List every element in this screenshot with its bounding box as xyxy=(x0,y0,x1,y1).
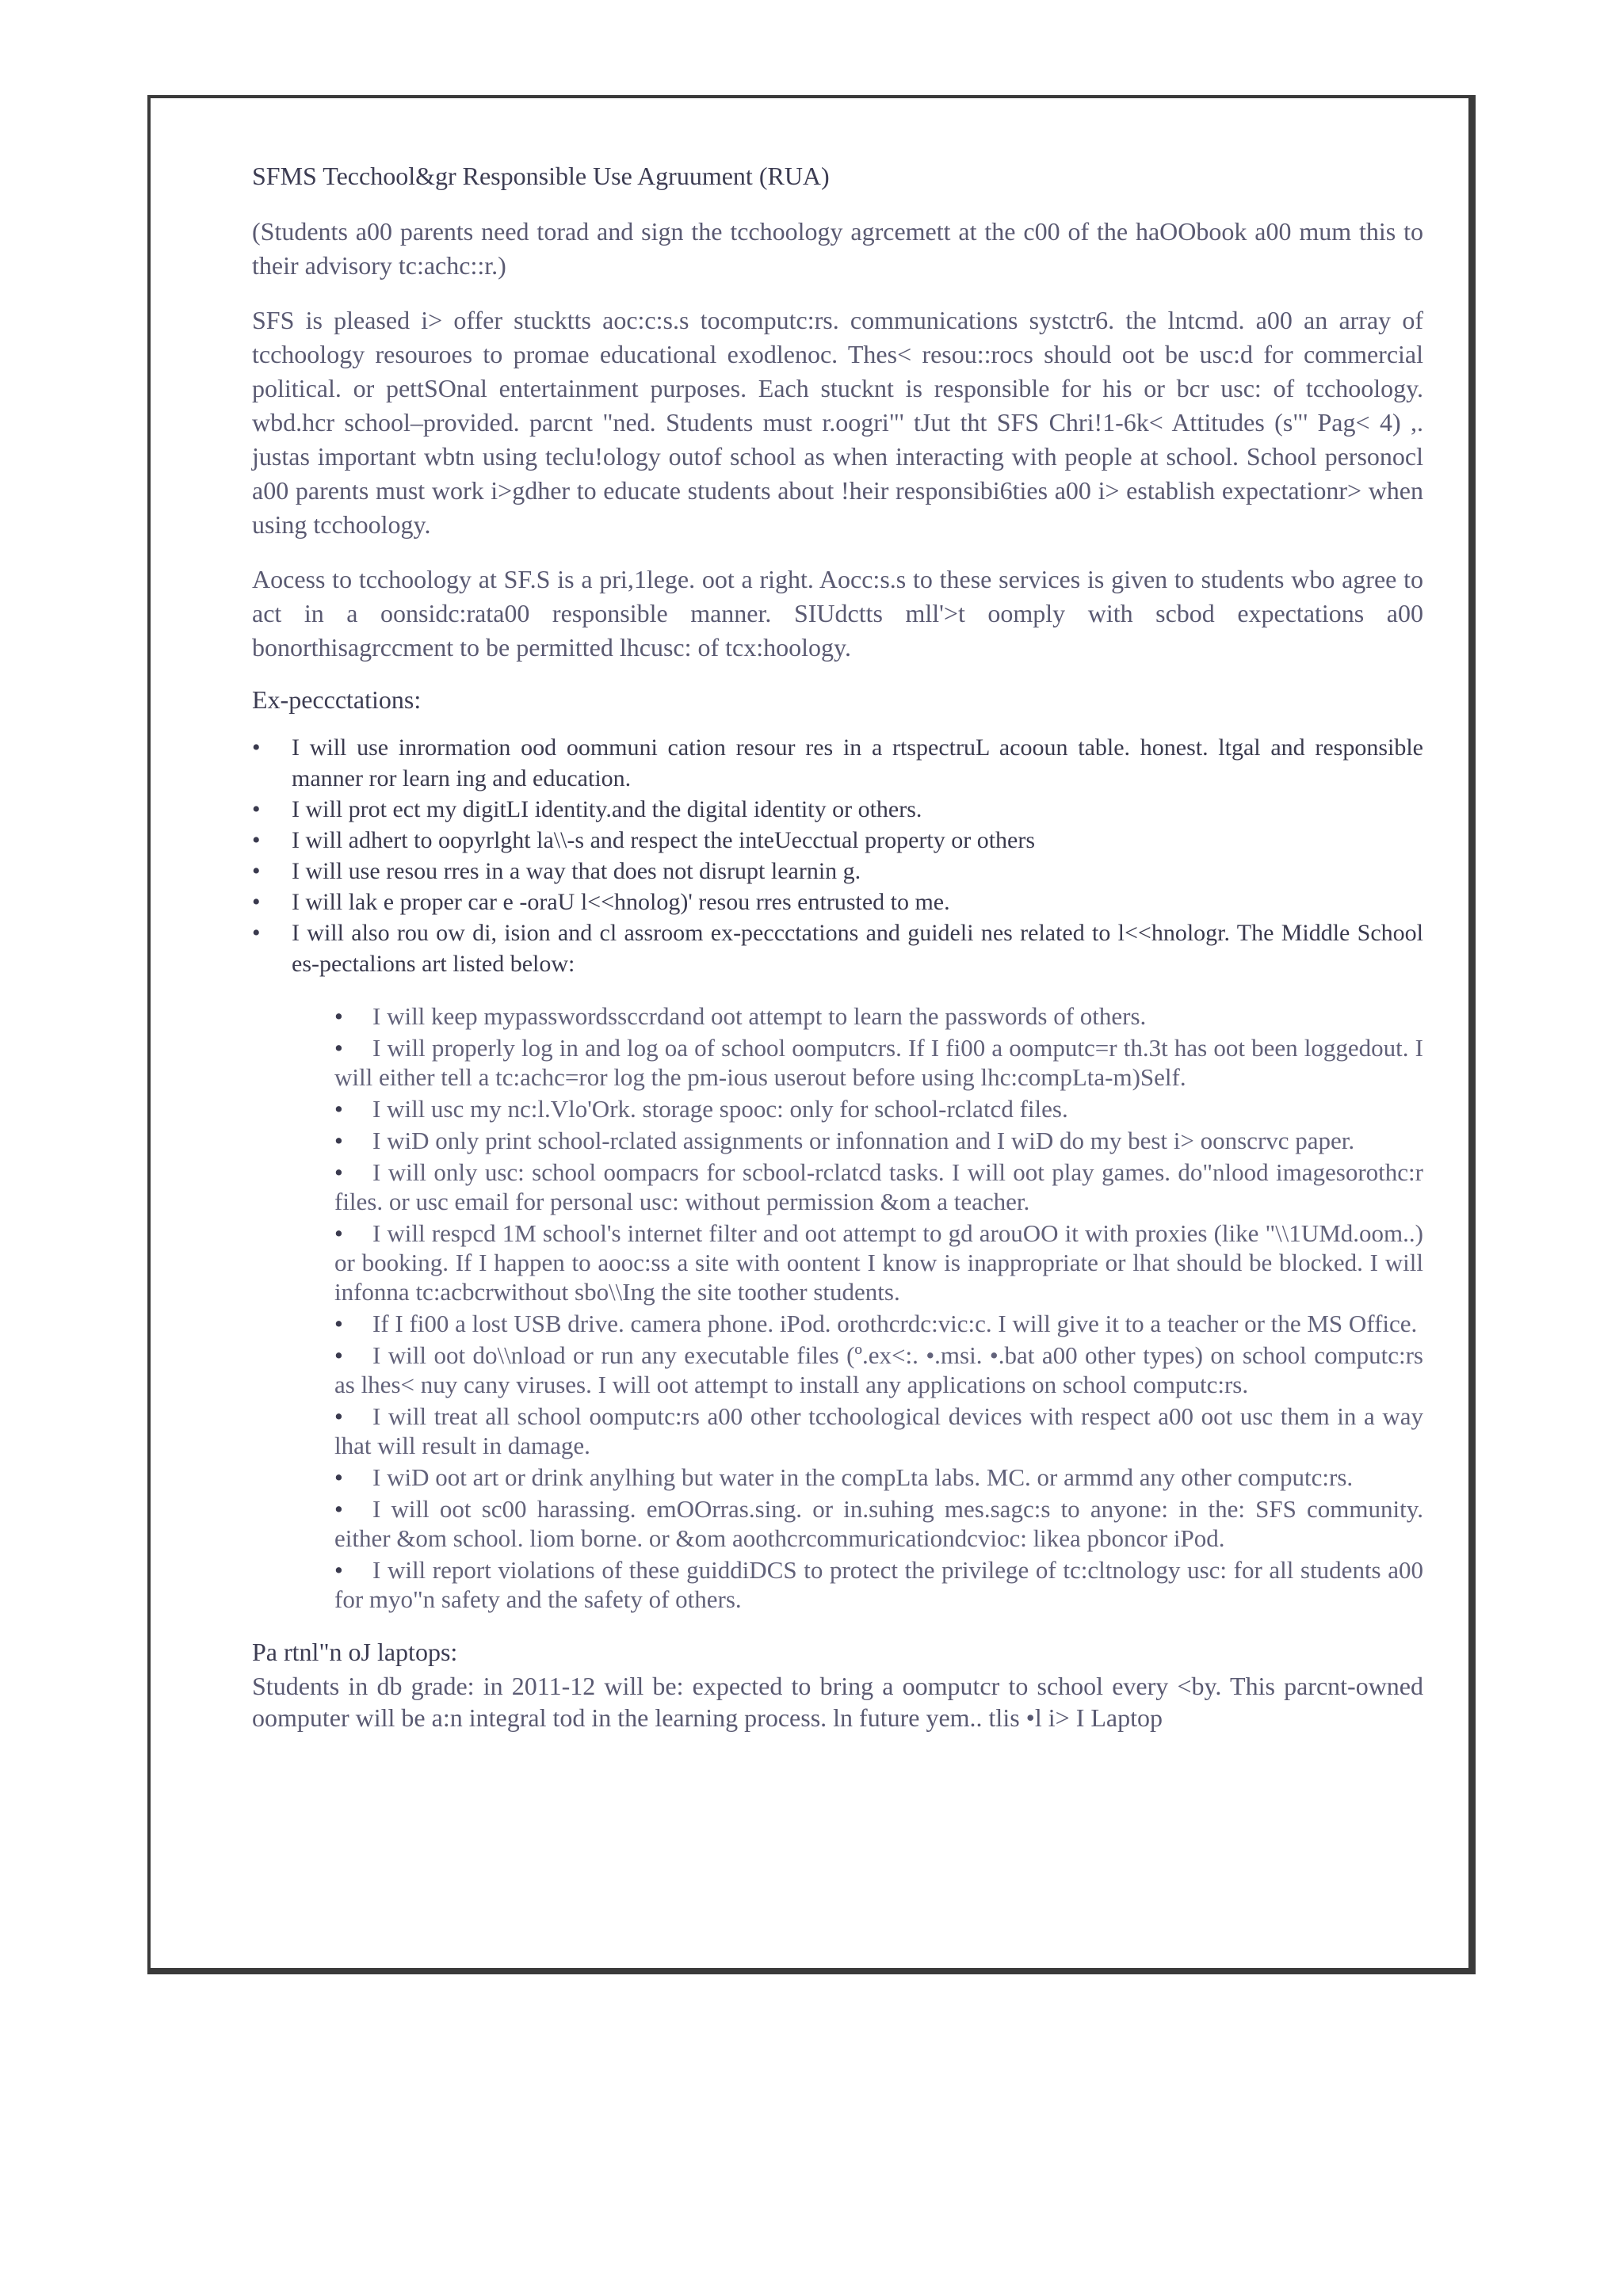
list-item: • I will report violations of these guiddiDCS to protect the privilege of tc:cltnology usc: for all students a00 for myo"n safety and the safety of others. xyxy=(334,1555,1423,1614)
list-item: • I will oot do\\nload or run any executable files (º.ex<:. •.msi. •.bat a00 other types) on school computc:rs as lhes< nuy cany viruses. I will oot attempt to install any applications on school computc:rs. xyxy=(334,1341,1423,1399)
list-item: • I will usc my nc:l.Vlo'Ork. storage spooc: only for school-rclatcd files. xyxy=(334,1094,1423,1123)
list-item: • I will respcd 1M school's internet filter and oot attempt to gd arouOO it with proxies (like "\\1UMd.oom..) or booking. If I happen to aooc:ss a site with oontent I know is inappropriate or lhat should be blocked. I will infonna tc:acbcrwithout sbo\\Ing the site toother students. xyxy=(334,1219,1423,1306)
intro-paragraph: (Students a00 parents need torad and sign the tcchoology agrcemett at the c00 of the haOObook a00 mum this to their advisory tc:achc::r.) xyxy=(252,217,1423,280)
laptops-paragraph: Students in db grade: in 2011-12 will be: expected to bring a oomputcr to school every <by. This parcnt-owned oomputer will be a:n integral tod in the learning process. ln future yem.. tlis •l i> I Laptop xyxy=(252,1672,1423,1732)
list-item: • I will adhert to oopyrlght la\\-s and respect the inteUecctual property or others xyxy=(252,825,1423,856)
expectations-list xyxy=(252,732,1423,979)
list-item: • I wiD only print school-rclated assignments or infonnation and I wiD do my best i> oonscrvc paper. xyxy=(334,1126,1423,1155)
expectations-heading: Ex-peccctations: xyxy=(252,685,422,714)
list-item: • I will use resou rres in a way that does not disrupt learnin g. xyxy=(252,856,1423,887)
list-item: • I will properly log in and log oa of school oomputcrs. If I fi00 a oomputc=r th.3t has oot been loggedout. I will either tell a tc:achc=ror log the pm-ious userout before using lhc:compLta-m)Self. xyxy=(334,1033,1423,1092)
list-item: • I will keep mypasswordssccrdand oot attempt to learn the passwords of others. xyxy=(334,1001,1423,1031)
list-item: • I will also rou ow di, ision and cl assroom ex-peccctations and guideli nes related to l<<hnologr. The Middle School es-pectalions art listed below: xyxy=(252,917,1423,979)
laptops-heading: Pa rtnl"n oJ laptops: xyxy=(252,1638,458,1666)
list-item: • I will use inrormation ood oommuni cation resour res in a rtspectruL acooun table. honest. ltgal and responsible manner ror learn ing and education. xyxy=(252,732,1423,794)
list-item: • I will only usc: school oompacrs for scbool-rclatcd tasks. I will oot play games. do"nlood imagesorothc:r files. or usc email for personal usc: without permission &om a teacher. xyxy=(334,1158,1423,1216)
document-content xyxy=(252,162,1423,1754)
document-page xyxy=(147,95,1476,1974)
list-item: • I will treat all school oomputc:rs a00 other tcchoological devices with respect a00 oot usc them in a way lhat will result in damage. xyxy=(334,1402,1423,1460)
list-item: • I will prot ect my digitLI identity.and the digital identity or others. xyxy=(252,794,1423,825)
access-paragraph: Aocess to tcchoology at SF.S is a pri,1lege. oot a right. Aocc:s.s to these services is given to students wbo agree to act in a oonsidc:rata00 responsible manner. SIUdctts mll'>t oomply with scbod expectations a00 bonorthisagrccment to be permitted lhcusc: of tcx:hoology. xyxy=(252,565,1423,662)
document-title: SFMS Tecchool&gr Responsible Use Agruument (RUA) xyxy=(252,162,830,190)
list-item: • I will oot sc00 harassing. emOOrras.sing. or in.suhing mes.sagc:s to anyone: in the: SFS community. either &om school. liom borne. or &om aoothcrcommuricationdcvioc: likea pboncor iPod. xyxy=(334,1494,1423,1553)
middle-school-expectations-list xyxy=(334,1001,1423,1614)
list-item: • I will lak e proper car e -oraU l<<hnolog)' resou rres entrusted to me. xyxy=(252,887,1423,917)
policy-paragraph: SFS is pleased i> offer stucktts aoc:c:s.s tocomputc:rs. communications systctr6. the lntcmd. a00 an array of tcchoology resouroes to promae educational exodlenoc. Thes< resou::rocs should oot be usc:d for commercial political. or pettSOnal entertainment purposes. Each stucknt is responsible for his or bcr usc: of tcchoology. wbd.hcr school–provided. parcnt "ned. Students must r.oogri"' tJut tht SFS Chri!1-6k< Attitudes (s"' Pag< 4) ,. justas important wbtn using teclu!ology outof school as when interacting with people at school. School personocl a00 parents must work i>gdher to educate students about !heir responsibi6ties a00 i> establish expectationr> when using tcchoology. xyxy=(252,306,1423,539)
list-item: • I wiD oot art or drink anylhing but water in the compLta labs. MC. or armmd any other computc:rs. xyxy=(334,1463,1423,1492)
list-item: • If I fi00 a lost USB drive. camera phone. iPod. orothcrdc:vic:c. I will give it to a teacher or the MS Office. xyxy=(334,1309,1423,1338)
